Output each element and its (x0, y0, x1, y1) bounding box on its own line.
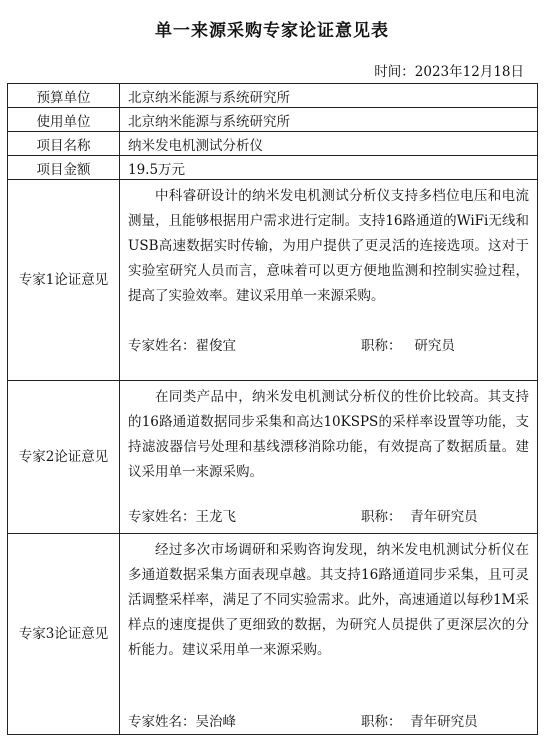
user-unit-label: 使用单位 (8, 108, 120, 132)
expert-1-label-cell (8, 180, 120, 381)
expert-2-signature (120, 505, 537, 529)
user-unit-value: 北京纳米能源与系统研究所 (120, 108, 538, 132)
expert-2-label: 专家2论证意见 (18, 449, 109, 465)
table-row (8, 108, 538, 132)
expert-name-label: 专家姓名： (128, 509, 196, 525)
expert-1-label: 专家1论证意见 (18, 272, 109, 288)
expert-3-label-cell (8, 534, 120, 735)
project-name-value: 纳米发电机测试分析仪 (120, 132, 538, 156)
expert-3-name: 吴治峰 (195, 714, 236, 730)
expert-1-signature (120, 334, 537, 358)
project-amount-value: 19.5万元 (120, 156, 538, 180)
project-name-label: 项目名称 (8, 132, 120, 156)
project-amount-label: 项目金额 (8, 156, 120, 180)
budget-unit-label: 预算单位 (8, 84, 120, 108)
expert-3-title: 青年研究员 (410, 714, 478, 730)
expert-1-opinion-cell (120, 180, 538, 381)
expert-1-opinion-text: 中科睿研设计的纳米发电机测试分析仪支持多档位电压和电流测量，且能够根据用户需求进行定制。支持16路通道的WiFi无线和USB高速数据实时传输，为用户提供了更灵活的连接选项。这对于实验室研究人员而言，意味着可以更方便地监测和控制实验过程，提高了实验效率。建议采用单一来源采购。 (128, 188, 529, 304)
expert-title-label: 职称： (361, 338, 402, 354)
expert-2-label-cell (8, 381, 120, 534)
expert-2-title: 青年研究员 (410, 509, 478, 525)
expert-name-label: 专家姓名： (128, 338, 196, 354)
expert-1-title: 研究员 (414, 338, 455, 354)
expert-opinion-row (8, 534, 538, 735)
expert-title-label: 职称： (361, 714, 402, 730)
expert-2-name: 王龙飞 (195, 509, 236, 525)
expert-opinion-row (8, 180, 538, 381)
budget-unit-value: 北京纳米能源与系统研究所 (120, 84, 538, 108)
expert-name-label: 专家姓名： (128, 714, 196, 730)
expert-3-opinion-text: 经过多次市场调研和采购咨询发现，纳米发电机测试分析仪在多通道数据采集方面表现卓越。其支持16路通道同步采集，且可灵活调整采样率，满足了不同实验需求。此外，高速通道以每秒1M采样点的速度提供了更细致的数据，为研究人员提供了更深层次的分析能力。建议采用单一来源采购。 (128, 542, 529, 658)
expert-1-name: 翟俊宜 (195, 338, 236, 354)
date-label: 时间： (374, 64, 415, 80)
expert-3-opinion-cell (120, 534, 538, 735)
table-row (8, 132, 538, 156)
date-line (374, 60, 524, 80)
table-row (8, 156, 538, 180)
expert-3-label: 专家3论证意见 (18, 626, 109, 642)
expert-3-signature (120, 710, 537, 734)
expert-opinion-row (8, 381, 538, 534)
expert-title-label: 职称： (361, 509, 402, 525)
opinion-table (7, 83, 538, 735)
table-row (8, 84, 538, 108)
form-title: 单一来源采购专家论证意见表 (155, 21, 389, 41)
date-value: 2023年12月18日 (414, 64, 524, 80)
expert-2-opinion-text: 在同类产品中，纳米发电机测试分析仪的性价比较高。其支持的16路通道数据同步采集和高达10KSPS的采样率设置等功能，支持滤波器信号处理和基线漂移消除功能，有效提高了数据质量。建议采用单一来源采购。 (128, 389, 529, 480)
expert-2-opinion-cell (120, 381, 538, 534)
